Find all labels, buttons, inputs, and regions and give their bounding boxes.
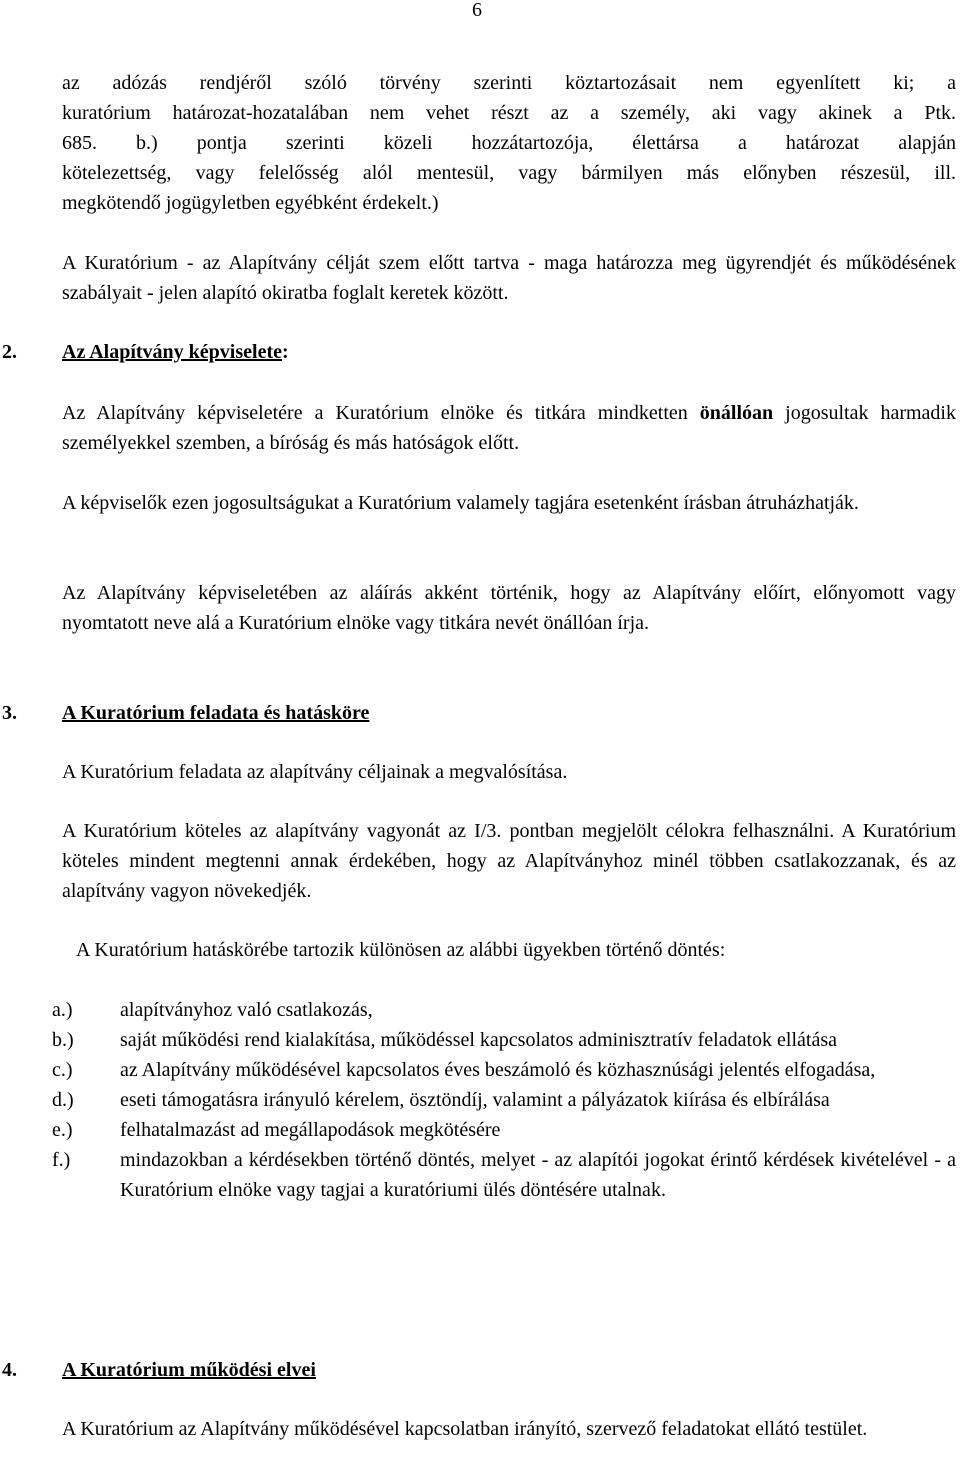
section-3-paragraph-2: A Kuratórium köteles az alapítvány vagyonát az I/3. pontban megjelölt célokra felhasználni. A Kuratórium köteles mindent megtenni annak érdekében, hogy az Alapítványhoz minél többen csatlakozzanak, és az alapítvány vagyon növekedjék. bbox=[62, 820, 956, 902]
intro-line: kuratórium határozat-hozatalában nem vehet részt az a személy, aki vagy akinek a Ptk. bbox=[62, 102, 956, 124]
list-item-marker: e.) bbox=[52, 1119, 73, 1141]
list-item bbox=[52, 1085, 956, 1115]
list-item-text: mindazokban a kérdésekben történő döntés, melyet - az alapítói jogokat érintő kérdések kivételével - a Kuratórium elnöke vagy tagjai a kuratóriumi ülés döntésére utalnak. bbox=[120, 1149, 956, 1201]
section-2-p1-text-a: Az Alapítvány képviseletére a Kuratórium elnöke és titkára mindketten bbox=[62, 402, 700, 424]
section-2-title: Az Alapítvány képviselete bbox=[62, 341, 282, 363]
section-2-p1-text-b: jogosultak harmadik személyekkel szemben, a bíróság és más hatóságok előtt. bbox=[62, 402, 956, 454]
intro-line: kötelezettség, vagy felelősség alól mentesül, vagy bármilyen más előnyben részesül, ill. bbox=[62, 162, 956, 184]
list-item-marker: f.) bbox=[52, 1149, 71, 1171]
section-2-p1-bold: önállóan bbox=[699, 402, 774, 424]
intro-paragraph bbox=[62, 68, 956, 218]
section-2-paragraph-2: A képviselők ezen jogosultságukat a Kuratórium valamely tagjára esetenként írásban átruházhatják. bbox=[62, 492, 859, 514]
list-item-marker: a.) bbox=[52, 999, 73, 1021]
list-item-marker: d.) bbox=[52, 1089, 74, 1111]
page-number: 6 bbox=[472, 0, 482, 21]
section-3-number: 3. bbox=[2, 702, 17, 724]
list-item-marker: c.) bbox=[52, 1059, 73, 1081]
list-item-text: az Alapítvány működésével kapcsolatos éves beszámoló és közhasznúsági jelentés elfogadása, bbox=[120, 1059, 876, 1081]
section-4-heading bbox=[2, 1355, 956, 1385]
list-item-marker: b.) bbox=[52, 1029, 74, 1051]
list-item bbox=[52, 1145, 956, 1205]
section-2-paragraph-1 bbox=[62, 398, 956, 458]
paragraph-kuratorium-ugyrend: A Kuratórium - az Alapítvány célját szem előtt tartva - maga határozza meg ügyrendjét és működésének szabályait - jelen alapító okiratba foglalt keretek között. bbox=[62, 252, 956, 304]
list-item-text: saját működési rend kialakítása, működéssel kapcsolatos adminisztratív feladatok ellátása bbox=[120, 1029, 838, 1051]
section-4-number: 4. bbox=[2, 1359, 17, 1381]
section-3-list bbox=[52, 995, 956, 1205]
list-item-text: eseti támogatásra irányuló kérelem, ösztöndíj, valamint a pályázatok kiírása és elbírálása bbox=[120, 1089, 830, 1111]
section-3-paragraph-3: A Kuratórium hatáskörébe tartozik különösen az alábbi ügyekben történő döntés: bbox=[76, 939, 726, 961]
section-3-heading bbox=[2, 698, 956, 728]
section-2-paragraph-3: Az Alapítvány képviseletében az aláírás akként történik, hogy az Alapítvány előírt, előnyomott vagy nyomtatott neve alá a Kuratórium elnöke vagy titkára nevét önállóan írja. bbox=[62, 582, 956, 634]
section-3-title: A Kuratórium feladata és hatásköre bbox=[62, 702, 370, 724]
section-2-number: 2. bbox=[2, 341, 17, 363]
intro-line: 685. b.) pontja szerinti közeli hozzátartozója, élettársa a határozat alapján bbox=[62, 132, 956, 154]
section-3-paragraph-1: A Kuratórium feladata az alapítvány céljainak a megvalósítása. bbox=[62, 761, 568, 783]
list-item bbox=[52, 1025, 956, 1055]
list-item-text: alapítványhoz való csatlakozás, bbox=[120, 999, 373, 1021]
section-2-heading bbox=[2, 337, 956, 367]
list-item-text: felhatalmazást ad megállapodások megkötésére bbox=[120, 1119, 501, 1141]
list-item bbox=[52, 995, 956, 1025]
section-4-title: A Kuratórium működési elvei bbox=[62, 1359, 316, 1381]
section-2-colon: : bbox=[282, 341, 289, 363]
list-item bbox=[52, 1115, 956, 1145]
section-4-paragraph-1: A Kuratórium az Alapítvány működésével kapcsolatban irányító, szervező feladatokat ellátó testület. bbox=[62, 1418, 868, 1440]
intro-line: az adózás rendjéről szóló törvény szerinti köztartozásait nem egyenlített ki; a bbox=[62, 72, 956, 94]
list-item bbox=[52, 1055, 956, 1085]
intro-line: megkötendő jogügyletben egyébként érdekelt.) bbox=[62, 192, 439, 214]
